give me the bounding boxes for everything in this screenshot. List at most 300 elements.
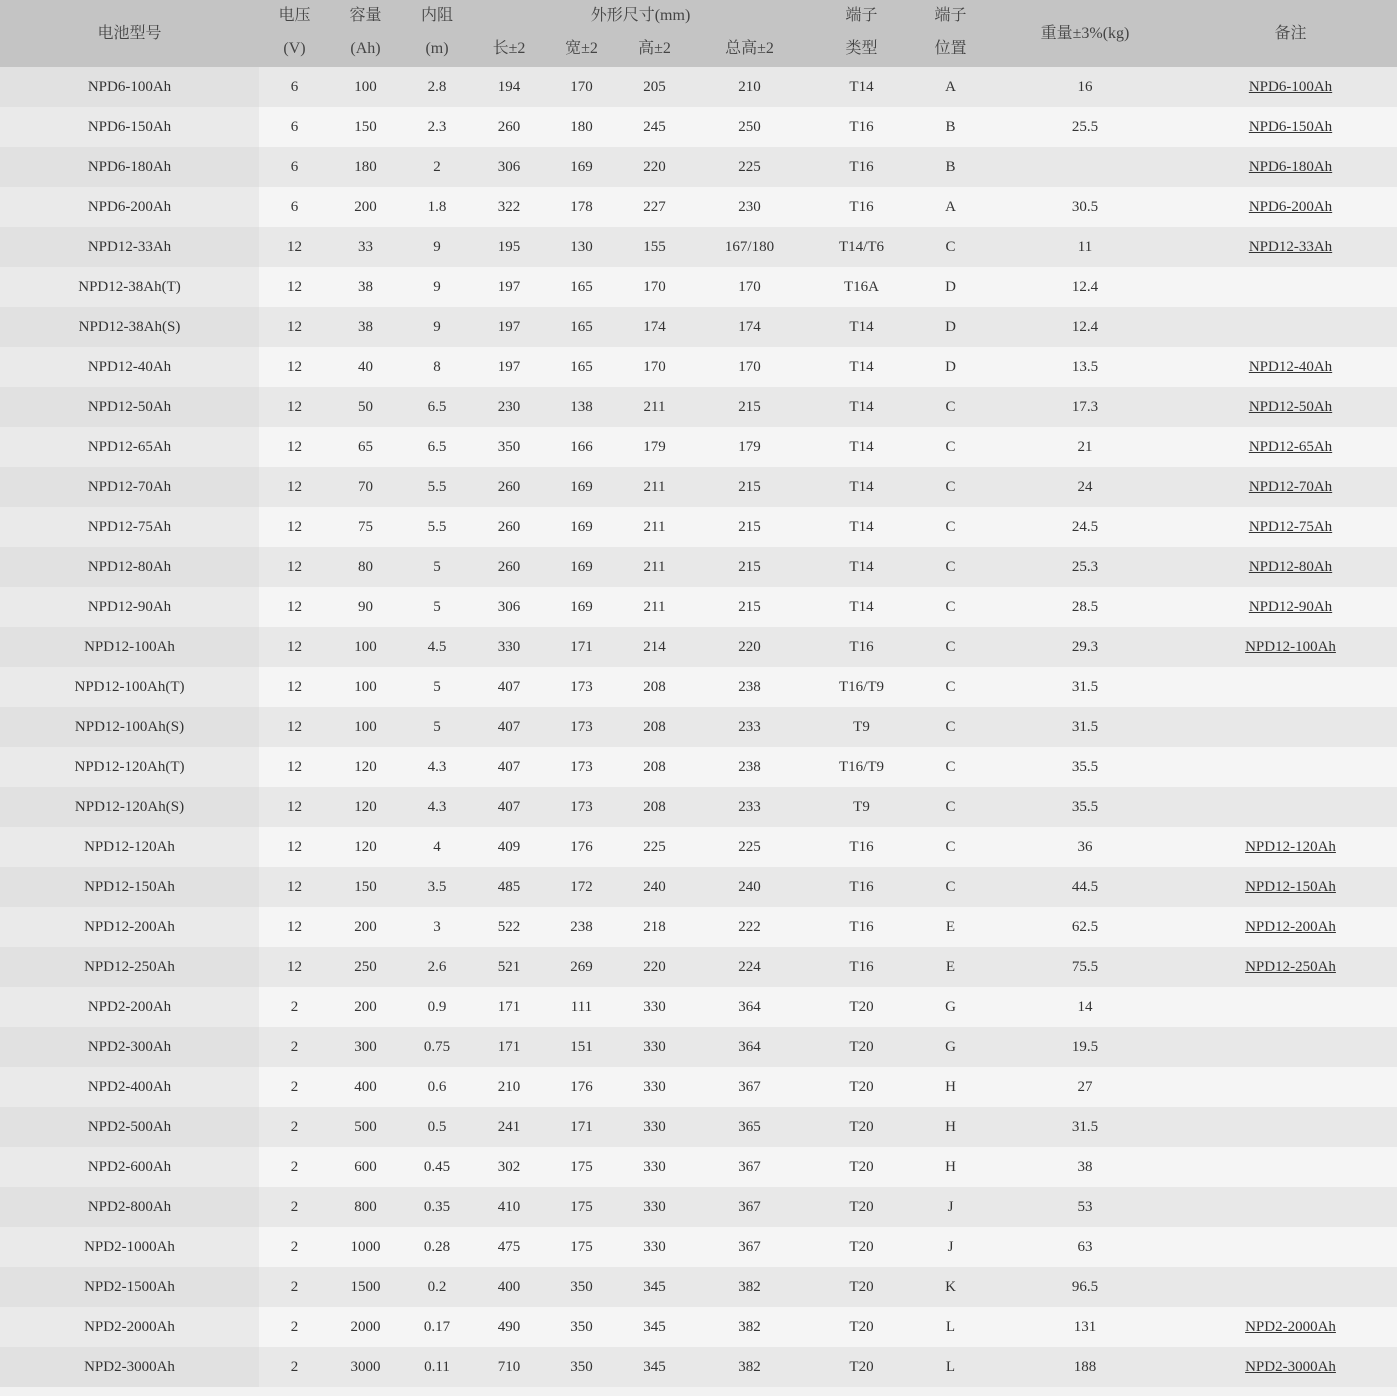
cell-terminal-type: T14 — [808, 467, 915, 507]
cell-model: NPD12-250Ah — [0, 947, 259, 987]
cell-total-height: 215 — [691, 547, 808, 587]
note-link[interactable]: NPD12-75Ah — [1248, 518, 1333, 535]
cell-total-height: 365 — [691, 1107, 808, 1147]
cell-weight: 44.5 — [986, 867, 1184, 907]
cell-model: NPD2-1500Ah — [0, 1267, 259, 1307]
cell-width: 172 — [545, 867, 618, 907]
note-link[interactable]: NPD12-250Ah — [1245, 958, 1336, 975]
table-row — [0, 387, 1397, 427]
header-model: 电池型号 — [0, 0, 259, 67]
note-link[interactable]: NPD12-70Ah — [1248, 478, 1333, 495]
cell-terminal-type: T16 — [808, 627, 915, 667]
table-row — [0, 667, 1397, 707]
cell-capacity: 100 — [330, 707, 401, 747]
cell-capacity: 50 — [330, 387, 401, 427]
cell-height: 218 — [618, 907, 691, 947]
table-row — [0, 1267, 1397, 1307]
table-row — [0, 507, 1397, 547]
note-link[interactable]: NPD2-3000Ah — [1245, 1358, 1336, 1375]
cell-terminal-position: A — [915, 187, 986, 227]
cell-total-height: 220 — [691, 627, 808, 667]
cell-capacity: 300 — [330, 1027, 401, 1067]
cell-terminal-type: T20 — [808, 1267, 915, 1307]
cell-capacity: 150 — [330, 107, 401, 147]
cell-resistance: 9 — [401, 307, 473, 347]
cell-model: NPD12-120Ah(T) — [0, 747, 259, 787]
cell-voltage: 2 — [259, 1267, 330, 1307]
cell-model: NPD12-50Ah — [0, 387, 259, 427]
cell-resistance: 8 — [401, 347, 473, 387]
table-row — [0, 67, 1397, 107]
cell-model: NPD12-40Ah — [0, 347, 259, 387]
cell-length: 260 — [473, 467, 545, 507]
cell-voltage: 12 — [259, 627, 330, 667]
cell-total-height: 240 — [691, 867, 808, 907]
cell-note — [1184, 1347, 1397, 1387]
cell-total-height: 233 — [691, 787, 808, 827]
cell-width: 178 — [545, 187, 618, 227]
cell-width: 138 — [545, 387, 618, 427]
cell-length: 400 — [473, 1267, 545, 1307]
cell-terminal-type: T20 — [808, 987, 915, 1027]
cell-weight: 17.3 — [986, 387, 1184, 427]
cell-model: NPD12-80Ah — [0, 547, 259, 587]
cell-capacity: 600 — [330, 1147, 401, 1187]
cell-weight: 36 — [986, 827, 1184, 867]
cell-capacity: 1000 — [330, 1227, 401, 1267]
table-body — [0, 67, 1397, 1387]
cell-model: NPD12-38Ah(T) — [0, 267, 259, 307]
cell-model: NPD2-200Ah — [0, 987, 259, 1027]
cell-terminal-position: K — [915, 1267, 986, 1307]
cell-weight — [986, 147, 1184, 187]
cell-weight: 27 — [986, 1067, 1184, 1107]
cell-length: 197 — [473, 267, 545, 307]
cell-terminal-type: T16 — [808, 947, 915, 987]
cell-length: 197 — [473, 347, 545, 387]
cell-terminal-position: C — [915, 507, 986, 547]
note-link[interactable]: NPD12-50Ah — [1248, 398, 1333, 415]
cell-total-height: 382 — [691, 1307, 808, 1347]
cell-terminal-position: C — [915, 667, 986, 707]
cell-width: 173 — [545, 787, 618, 827]
cell-resistance: 9 — [401, 267, 473, 307]
cell-width: 171 — [545, 1107, 618, 1147]
cell-length: 241 — [473, 1107, 545, 1147]
table-row — [0, 267, 1397, 307]
cell-weight: 96.5 — [986, 1267, 1184, 1307]
cell-height: 330 — [618, 1067, 691, 1107]
cell-length: 407 — [473, 667, 545, 707]
cell-model: NPD12-150Ah — [0, 867, 259, 907]
cell-note — [1184, 1187, 1397, 1227]
cell-model: NPD2-300Ah — [0, 1027, 259, 1067]
cell-model: NPD2-500Ah — [0, 1107, 259, 1147]
cell-length: 230 — [473, 387, 545, 427]
cell-capacity: 150 — [330, 867, 401, 907]
cell-width: 350 — [545, 1307, 618, 1347]
cell-capacity: 100 — [330, 667, 401, 707]
cell-voltage: 12 — [259, 507, 330, 547]
cell-voltage: 12 — [259, 867, 330, 907]
cell-resistance: 5 — [401, 587, 473, 627]
cell-total-height: 210 — [691, 67, 808, 107]
cell-weight: 19.5 — [986, 1027, 1184, 1067]
cell-voltage: 12 — [259, 227, 330, 267]
cell-note — [1184, 1227, 1397, 1267]
cell-weight: 63 — [986, 1227, 1184, 1267]
cell-note — [1184, 67, 1397, 107]
cell-note — [1184, 907, 1397, 947]
note-link[interactable]: NPD12-100Ah — [1245, 638, 1336, 655]
note-link[interactable]: NPD12-33Ah — [1248, 238, 1333, 255]
cell-resistance: 2.8 — [401, 67, 473, 107]
cell-height: 330 — [618, 1227, 691, 1267]
note-link[interactable]: NPD12-200Ah — [1245, 918, 1336, 935]
cell-total-height: 222 — [691, 907, 808, 947]
cell-voltage: 12 — [259, 587, 330, 627]
cell-terminal-type: T9 — [808, 707, 915, 747]
cell-resistance: 0.28 — [401, 1227, 473, 1267]
cell-length: 350 — [473, 427, 545, 467]
cell-width: 238 — [545, 907, 618, 947]
cell-weight: 35.5 — [986, 747, 1184, 787]
cell-total-height: 367 — [691, 1067, 808, 1107]
header-length: 长±2 — [473, 31, 545, 67]
cell-length: 710 — [473, 1347, 545, 1387]
cell-note — [1184, 307, 1397, 347]
cell-height: 205 — [618, 67, 691, 107]
cell-voltage: 12 — [259, 467, 330, 507]
table-row — [0, 1107, 1397, 1147]
cell-capacity: 38 — [330, 307, 401, 347]
cell-terminal-type: T16 — [808, 827, 915, 867]
cell-height: 345 — [618, 1347, 691, 1387]
cell-weight: 24 — [986, 467, 1184, 507]
cell-length: 306 — [473, 147, 545, 187]
note-link[interactable]: NPD6-150Ah — [1248, 118, 1333, 135]
cell-width: 176 — [545, 827, 618, 867]
cell-weight: 12.4 — [986, 307, 1184, 347]
cell-weight: 11 — [986, 227, 1184, 267]
cell-voltage: 12 — [259, 947, 330, 987]
cell-voltage: 12 — [259, 667, 330, 707]
cell-weight: 14 — [986, 987, 1184, 1027]
cell-capacity: 120 — [330, 747, 401, 787]
cell-weight: 31.5 — [986, 1107, 1184, 1147]
cell-height: 330 — [618, 1107, 691, 1147]
cell-terminal-type: T14 — [808, 347, 915, 387]
cell-width: 175 — [545, 1187, 618, 1227]
cell-capacity: 120 — [330, 827, 401, 867]
cell-voltage: 6 — [259, 107, 330, 147]
cell-model: NPD2-3000Ah — [0, 1347, 259, 1387]
cell-terminal-position: C — [915, 227, 986, 267]
cell-length: 490 — [473, 1307, 545, 1347]
cell-terminal-position: D — [915, 267, 986, 307]
cell-total-height: 238 — [691, 667, 808, 707]
cell-voltage: 2 — [259, 1227, 330, 1267]
note-link[interactable]: NPD12-150Ah — [1245, 878, 1336, 895]
cell-total-height: 170 — [691, 347, 808, 387]
cell-note — [1184, 1147, 1397, 1187]
table-row — [0, 107, 1397, 147]
cell-voltage: 2 — [259, 1187, 330, 1227]
cell-terminal-position: H — [915, 1147, 986, 1187]
cell-height: 208 — [618, 707, 691, 747]
cell-voltage: 12 — [259, 267, 330, 307]
table-row — [0, 547, 1397, 587]
cell-weight: 62.5 — [986, 907, 1184, 947]
cell-resistance: 0.75 — [401, 1027, 473, 1067]
note-link[interactable]: NPD6-200Ah — [1248, 198, 1333, 215]
table-row — [0, 707, 1397, 747]
cell-terminal-type: T16/T9 — [808, 747, 915, 787]
cell-capacity: 38 — [330, 267, 401, 307]
cell-total-height: 170 — [691, 267, 808, 307]
cell-resistance: 4 — [401, 827, 473, 867]
cell-capacity: 2000 — [330, 1307, 401, 1347]
cell-terminal-position: B — [915, 147, 986, 187]
cell-voltage: 12 — [259, 747, 330, 787]
header-dimensions: 外形尺寸(mm) — [473, 0, 808, 31]
cell-terminal-type: T16 — [808, 147, 915, 187]
cell-weight: 38 — [986, 1147, 1184, 1187]
cell-resistance: 0.11 — [401, 1347, 473, 1387]
table-row — [0, 787, 1397, 827]
note-link[interactable]: NPD12-40Ah — [1248, 358, 1333, 375]
table-row — [0, 347, 1397, 387]
cell-width: 173 — [545, 707, 618, 747]
cell-total-height: 230 — [691, 187, 808, 227]
cell-width: 111 — [545, 987, 618, 1027]
header-total-height: 总高±2 — [691, 31, 808, 67]
cell-terminal-type: T16A — [808, 267, 915, 307]
cell-model: NPD12-100Ah(T) — [0, 667, 259, 707]
cell-width: 176 — [545, 1067, 618, 1107]
cell-voltage: 12 — [259, 827, 330, 867]
cell-total-height: 224 — [691, 947, 808, 987]
cell-height: 245 — [618, 107, 691, 147]
cell-voltage: 12 — [259, 427, 330, 467]
cell-terminal-type: T20 — [808, 1027, 915, 1067]
cell-weight: 131 — [986, 1307, 1184, 1347]
note-link[interactable]: NPD12-90Ah — [1248, 598, 1333, 615]
cell-height: 225 — [618, 827, 691, 867]
note-link[interactable]: NPD2-2000Ah — [1245, 1318, 1336, 1335]
cell-total-height: 382 — [691, 1267, 808, 1307]
cell-model: NPD12-120Ah — [0, 827, 259, 867]
cell-width: 269 — [545, 947, 618, 987]
cell-voltage: 12 — [259, 787, 330, 827]
cell-width: 350 — [545, 1267, 618, 1307]
cell-width: 173 — [545, 747, 618, 787]
cell-model: NPD12-100Ah(S) — [0, 707, 259, 747]
cell-weight: 12.4 — [986, 267, 1184, 307]
table-row — [0, 1147, 1397, 1187]
cell-width: 165 — [545, 307, 618, 347]
cell-weight: 29.3 — [986, 627, 1184, 667]
header-width: 宽±2 — [545, 31, 618, 67]
cell-model: NPD2-400Ah — [0, 1067, 259, 1107]
cell-model: NPD12-120Ah(S) — [0, 787, 259, 827]
cell-length: 194 — [473, 67, 545, 107]
cell-width: 151 — [545, 1027, 618, 1067]
cell-height: 211 — [618, 587, 691, 627]
cell-terminal-position: C — [915, 707, 986, 747]
cell-total-height: 367 — [691, 1187, 808, 1227]
cell-terminal-position: G — [915, 1027, 986, 1067]
cell-note — [1184, 1027, 1397, 1067]
cell-width: 175 — [545, 1147, 618, 1187]
cell-model: NPD2-1000Ah — [0, 1227, 259, 1267]
cell-model: NPD2-800Ah — [0, 1187, 259, 1227]
cell-capacity: 180 — [330, 147, 401, 187]
cell-terminal-position: C — [915, 587, 986, 627]
cell-weight: 75.5 — [986, 947, 1184, 987]
cell-note — [1184, 707, 1397, 747]
cell-length: 521 — [473, 947, 545, 987]
cell-height: 174 — [618, 307, 691, 347]
cell-length: 302 — [473, 1147, 545, 1187]
header-terminal-position-line1: 端子 — [915, 0, 986, 31]
cell-resistance: 5.5 — [401, 467, 473, 507]
cell-terminal-type: T14 — [808, 387, 915, 427]
cell-terminal-position: B — [915, 107, 986, 147]
cell-voltage: 2 — [259, 1347, 330, 1387]
cell-note — [1184, 747, 1397, 787]
cell-resistance: 5 — [401, 547, 473, 587]
cell-terminal-position: C — [915, 787, 986, 827]
cell-voltage: 12 — [259, 387, 330, 427]
cell-note — [1184, 387, 1397, 427]
cell-voltage: 2 — [259, 1147, 330, 1187]
cell-height: 211 — [618, 467, 691, 507]
note-link[interactable]: NPD12-65Ah — [1248, 438, 1333, 455]
cell-weight: 35.5 — [986, 787, 1184, 827]
cell-capacity: 200 — [330, 187, 401, 227]
table-row — [0, 147, 1397, 187]
header-resistance-unit: (m) — [401, 31, 473, 67]
cell-terminal-type: T20 — [808, 1147, 915, 1187]
cell-width: 165 — [545, 267, 618, 307]
header-weight: 重量±3%(kg) — [986, 0, 1184, 67]
cell-model: NPD12-75Ah — [0, 507, 259, 547]
cell-capacity: 65 — [330, 427, 401, 467]
cell-terminal-type: T14/T6 — [808, 227, 915, 267]
cell-width: 169 — [545, 467, 618, 507]
header-voltage-unit: (V) — [259, 31, 330, 67]
cell-voltage: 12 — [259, 307, 330, 347]
cell-model: NPD2-2000Ah — [0, 1307, 259, 1347]
cell-note — [1184, 347, 1397, 387]
cell-width: 169 — [545, 587, 618, 627]
cell-weight: 53 — [986, 1187, 1184, 1227]
cell-height: 170 — [618, 267, 691, 307]
note-link[interactable]: NPD12-120Ah — [1245, 838, 1336, 855]
cell-resistance: 0.6 — [401, 1067, 473, 1107]
cell-width: 173 — [545, 667, 618, 707]
cell-length: 260 — [473, 507, 545, 547]
note-link[interactable]: NPD6-100Ah — [1248, 78, 1333, 95]
cell-note — [1184, 427, 1397, 467]
cell-note — [1184, 827, 1397, 867]
cell-length: 171 — [473, 1027, 545, 1067]
note-link[interactable]: NPD12-80Ah — [1248, 558, 1333, 575]
cell-total-height: 225 — [691, 147, 808, 187]
table-row — [0, 587, 1397, 627]
cell-voltage: 2 — [259, 1307, 330, 1347]
cell-note — [1184, 1267, 1397, 1307]
header-terminal-position-line2: 位置 — [915, 31, 986, 67]
cell-note — [1184, 667, 1397, 707]
cell-width: 130 — [545, 227, 618, 267]
cell-model: NPD6-180Ah — [0, 147, 259, 187]
cell-resistance: 6.5 — [401, 427, 473, 467]
cell-resistance: 5.5 — [401, 507, 473, 547]
header-terminal-type-line2: 类型 — [808, 31, 915, 67]
cell-total-height: 167/180 — [691, 227, 808, 267]
cell-capacity: 33 — [330, 227, 401, 267]
cell-resistance: 4.3 — [401, 787, 473, 827]
cell-height: 240 — [618, 867, 691, 907]
cell-height: 179 — [618, 427, 691, 467]
cell-height: 211 — [618, 507, 691, 547]
cell-resistance: 4.3 — [401, 747, 473, 787]
cell-length: 260 — [473, 547, 545, 587]
cell-weight: 25.3 — [986, 547, 1184, 587]
table-row — [0, 907, 1397, 947]
cell-terminal-type: T20 — [808, 1347, 915, 1387]
cell-terminal-type: T16 — [808, 907, 915, 947]
cell-height: 214 — [618, 627, 691, 667]
note-link[interactable]: NPD6-180Ah — [1248, 158, 1333, 175]
cell-total-height: 238 — [691, 747, 808, 787]
cell-model: NPD6-150Ah — [0, 107, 259, 147]
cell-capacity: 90 — [330, 587, 401, 627]
cell-note — [1184, 1107, 1397, 1147]
cell-weight: 30.5 — [986, 187, 1184, 227]
cell-length: 522 — [473, 907, 545, 947]
cell-model: NPD12-38Ah(S) — [0, 307, 259, 347]
cell-width: 175 — [545, 1227, 618, 1267]
cell-width: 169 — [545, 547, 618, 587]
cell-weight: 31.5 — [986, 707, 1184, 747]
table-row — [0, 747, 1397, 787]
cell-length: 195 — [473, 227, 545, 267]
cell-note — [1184, 867, 1397, 907]
cell-model: NPD12-90Ah — [0, 587, 259, 627]
cell-total-height: 367 — [691, 1227, 808, 1267]
cell-note — [1184, 187, 1397, 227]
table-row — [0, 1187, 1397, 1227]
cell-voltage: 6 — [259, 187, 330, 227]
cell-terminal-type: T20 — [808, 1107, 915, 1147]
cell-voltage: 6 — [259, 147, 330, 187]
cell-model: NPD12-100Ah — [0, 627, 259, 667]
cell-terminal-position: C — [915, 547, 986, 587]
cell-resistance: 1.8 — [401, 187, 473, 227]
cell-terminal-type: T16/T9 — [808, 667, 915, 707]
cell-capacity: 100 — [330, 67, 401, 107]
cell-voltage: 2 — [259, 987, 330, 1027]
cell-terminal-type: T14 — [808, 507, 915, 547]
table-row — [0, 187, 1397, 227]
cell-resistance: 2 — [401, 147, 473, 187]
cell-terminal-type: T14 — [808, 427, 915, 467]
header-capacity: 容量 — [330, 0, 401, 31]
table-row — [0, 1347, 1397, 1387]
